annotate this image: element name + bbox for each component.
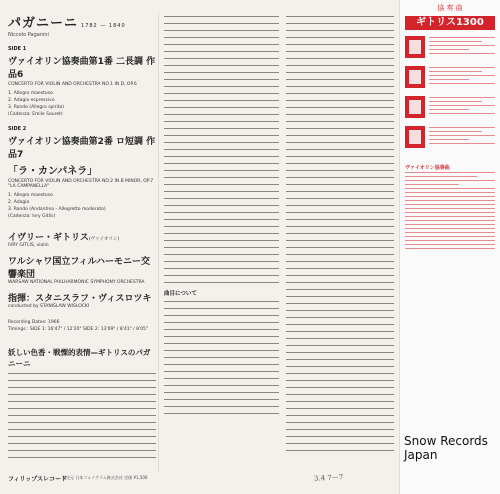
text-line	[286, 373, 394, 374]
text-line	[286, 289, 394, 290]
text-line	[405, 208, 495, 209]
text-line	[164, 322, 279, 323]
text-line	[405, 224, 495, 225]
text-line	[429, 101, 482, 102]
text-line	[164, 254, 279, 255]
text-line	[164, 16, 279, 17]
text-line	[429, 105, 495, 106]
text-line	[286, 128, 394, 129]
album-thumbnail	[405, 126, 425, 148]
essay-title: 妖しい色香・戦慄的表情—ギトリスのパガニーニ	[8, 348, 151, 368]
text-line	[286, 23, 394, 24]
text-line	[405, 232, 495, 233]
text-line	[164, 114, 279, 115]
text-line	[286, 415, 394, 416]
text-line	[164, 282, 279, 283]
text-line	[405, 236, 495, 237]
text-line	[286, 247, 394, 248]
text-line	[164, 58, 279, 59]
text-line	[164, 121, 279, 122]
text-line	[429, 143, 495, 144]
text-line	[405, 228, 495, 229]
text-line	[164, 65, 279, 66]
text-line	[164, 392, 279, 393]
text-line	[8, 401, 156, 402]
text-line	[286, 324, 394, 325]
text-line	[286, 114, 394, 115]
text-line	[164, 142, 279, 143]
text-line	[286, 149, 394, 150]
text-line	[429, 131, 482, 132]
text-line	[164, 308, 279, 309]
text-line	[286, 44, 394, 45]
text-line	[405, 244, 495, 245]
catalog-text	[405, 172, 495, 252]
text-line	[405, 192, 495, 193]
side1-movements	[8, 90, 156, 118]
text-line	[405, 216, 495, 217]
orchestra-en: WARSAW NATIONAL PHILHARMONIC SYMPHONY ORCHESTRA	[8, 280, 145, 285]
album-thumbnail	[405, 96, 425, 118]
text-line	[429, 135, 495, 136]
text-line	[286, 387, 394, 388]
text-line	[164, 219, 279, 220]
catalog-text	[429, 127, 495, 147]
text-line	[286, 121, 394, 122]
text-line	[429, 49, 469, 50]
composer-name-en: Niccolo Paganini	[8, 32, 49, 38]
text-line	[164, 86, 279, 87]
text-line	[164, 247, 279, 248]
text-line	[164, 226, 279, 227]
text-line	[164, 301, 279, 302]
text-line	[286, 79, 394, 80]
conductor-en: conducted by STANISLAW WISLOCKI	[8, 304, 90, 309]
text-line	[8, 394, 156, 395]
text-line	[164, 261, 279, 262]
text-line	[164, 37, 279, 38]
catalog-section	[405, 164, 495, 174]
text-line	[164, 107, 279, 108]
text-line	[286, 177, 394, 178]
text-line	[429, 53, 495, 54]
text-line	[286, 184, 394, 185]
text-line	[286, 345, 394, 346]
movement: 1. Allegro maestoso	[8, 91, 53, 96]
text-line	[8, 373, 156, 374]
text-line	[8, 443, 156, 444]
text-line	[286, 16, 394, 17]
text-line	[164, 184, 279, 185]
notes-continued-body	[286, 16, 394, 451]
text-line	[429, 71, 482, 72]
album-thumbnail	[405, 36, 425, 58]
text-line	[8, 387, 156, 388]
catalog-text	[429, 97, 495, 117]
text-line	[286, 296, 394, 297]
text-line	[286, 261, 394, 262]
text-line	[286, 436, 394, 437]
text-line	[8, 436, 156, 437]
catalog-item	[405, 126, 495, 153]
text-line	[286, 65, 394, 66]
movement: 3. Rondo (Andantino - Allegretto moderato)	[8, 207, 106, 212]
handwritten-note: 3.4 7ー7	[313, 473, 344, 483]
text-line	[286, 51, 394, 52]
text-line	[164, 156, 279, 157]
text-line	[286, 191, 394, 192]
text-line	[405, 184, 459, 185]
text-line	[405, 212, 495, 213]
text-line	[429, 67, 495, 68]
recording-info	[8, 319, 156, 333]
movement: 2. Adagio	[8, 200, 30, 205]
side2-label: SIDE 2	[8, 126, 27, 132]
catalog-text	[429, 67, 495, 87]
text-line	[164, 399, 279, 400]
text-line	[164, 44, 279, 45]
text-line	[286, 408, 394, 409]
text-line	[286, 338, 394, 339]
text-line	[164, 315, 279, 316]
text-line	[405, 204, 495, 205]
text-line	[286, 268, 394, 269]
text-line	[164, 23, 279, 24]
text-line	[286, 422, 394, 423]
series-banner: ギトリス1300	[405, 16, 495, 30]
text-line	[8, 450, 156, 451]
text-line	[286, 37, 394, 38]
recording-timings: Timings : SIDE 1: 16'47" / 12'20" SIDE 2: 13'09" / 8'41" / 8'05"	[8, 327, 149, 332]
text-line	[286, 212, 394, 213]
text-line	[286, 156, 394, 157]
text-line	[286, 380, 394, 381]
text-line	[164, 163, 279, 164]
text-line	[164, 357, 279, 358]
text-line	[286, 359, 394, 360]
composer-dates: 1782 — 1840	[81, 23, 126, 29]
catalog-header: 協 奏 曲	[437, 4, 463, 12]
footer-note: 発売元 日本フォノグラム株式会社 定価 ¥1,500	[62, 475, 148, 480]
program-notes-body	[164, 301, 279, 414]
text-line	[286, 226, 394, 227]
text-line	[164, 268, 279, 269]
essay-continued-column	[164, 12, 279, 420]
text-line	[164, 336, 279, 337]
text-line	[286, 30, 394, 31]
text-line	[164, 212, 279, 213]
text-line	[164, 30, 279, 31]
text-line	[286, 310, 394, 311]
text-line	[286, 394, 394, 395]
composer-name-ja: パガニーニ	[8, 16, 79, 31]
text-line	[164, 350, 279, 351]
text-line	[8, 457, 156, 458]
text-line	[405, 196, 495, 197]
text-line	[164, 275, 279, 276]
text-line	[286, 107, 394, 108]
text-line	[8, 408, 156, 409]
side2-title-ja: ヴァイオリン協奏曲第2番 ロ短調 作品7	[8, 137, 156, 160]
text-line	[405, 176, 477, 177]
text-line	[429, 37, 495, 38]
text-line	[286, 100, 394, 101]
text-line	[429, 97, 495, 98]
track-listing-column	[8, 12, 156, 464]
text-line	[286, 86, 394, 87]
side2-title-en: CONCERTO FOR VIOLIN AND ORCHESTRA NO.2 IN B MINOR, OP.7 "LA CAMPANELLA"	[8, 179, 154, 189]
essay-body	[8, 373, 156, 458]
text-line	[164, 378, 279, 379]
text-line	[164, 51, 279, 52]
side1-title-en: CONCERTO FOR VIOLIN AND ORCHESTRA NO.1 IN D, OP.6	[8, 82, 137, 87]
text-line	[286, 58, 394, 59]
text-line	[164, 177, 279, 178]
composer-name	[8, 12, 156, 31]
text-line	[286, 401, 394, 402]
movement: (Cadenza: Emile Sauret)	[8, 112, 63, 117]
performers	[8, 230, 156, 309]
essay-continued-body	[164, 16, 279, 283]
text-line	[286, 366, 394, 367]
album-thumbnail	[405, 66, 425, 88]
text-line	[429, 139, 469, 140]
text-line	[286, 135, 394, 136]
text-line	[286, 254, 394, 255]
catalog-item	[405, 36, 495, 63]
catalog-item	[405, 96, 495, 123]
text-line	[286, 240, 394, 241]
text-line	[405, 188, 495, 189]
side1-title-ja: ヴァイオリン協奏曲第1番 二長調 作品6	[8, 57, 156, 80]
side2-nickname: 「ラ・カンパネラ」	[8, 166, 98, 177]
recording-date: Recording Dates: 1966	[8, 320, 60, 325]
text-line	[429, 79, 469, 80]
movement: (Cadenza: Ivry Gitlis)	[8, 214, 56, 219]
watermark: Snow Records Japan	[404, 434, 488, 462]
text-line	[286, 429, 394, 430]
text-line	[164, 128, 279, 129]
text-line	[286, 205, 394, 206]
text-line	[405, 220, 495, 221]
program-notes-heading: 曲目について	[164, 291, 197, 297]
text-line	[405, 240, 495, 241]
text-line	[429, 109, 469, 110]
text-line	[164, 149, 279, 150]
soloist	[8, 230, 156, 243]
side1-label: SIDE 1	[8, 46, 27, 52]
text-line	[164, 233, 279, 234]
text-line	[286, 352, 394, 353]
text-line	[164, 191, 279, 192]
soloist-en: IVRY GITLIS, violin	[8, 243, 49, 248]
text-line	[164, 364, 279, 365]
orchestra: ワルシャワ国立フィルハーモニー交響楽団	[8, 257, 150, 280]
catalog-item	[405, 66, 495, 93]
label-logo: フィリップスレコード	[8, 476, 68, 483]
catalog-section-heading: ヴァイオリン協奏曲	[405, 165, 450, 171]
text-line	[164, 343, 279, 344]
text-line	[286, 282, 394, 283]
movement: 2. Adagio espressivo	[8, 98, 55, 103]
text-line	[286, 450, 394, 451]
soloist-name: イヴリー・ギトリス	[8, 233, 89, 243]
text-line	[164, 329, 279, 330]
text-line	[164, 170, 279, 171]
text-line	[405, 172, 495, 173]
text-line	[286, 317, 394, 318]
text-line	[286, 198, 394, 199]
movement: 1. Allegro maestoso	[8, 193, 53, 198]
text-line	[164, 135, 279, 136]
text-line	[286, 72, 394, 73]
text-line	[286, 303, 394, 304]
text-line	[286, 142, 394, 143]
text-line	[8, 380, 156, 381]
soloist-role: (ヴァイオリン)	[88, 237, 120, 242]
text-line	[164, 385, 279, 386]
text-line	[164, 72, 279, 73]
text-line	[8, 422, 156, 423]
text-line	[286, 443, 394, 444]
text-line	[429, 45, 495, 46]
text-line	[286, 170, 394, 171]
text-line	[286, 233, 394, 234]
column-divider	[158, 12, 159, 472]
text-line	[405, 248, 495, 249]
text-line	[164, 79, 279, 80]
text-line	[429, 75, 495, 76]
text-line	[8, 429, 156, 430]
text-line	[286, 219, 394, 220]
text-line	[286, 331, 394, 332]
text-line	[8, 415, 156, 416]
text-line	[164, 93, 279, 94]
text-line	[429, 127, 495, 128]
text-line	[429, 113, 495, 114]
text-line	[164, 406, 279, 407]
text-line	[405, 180, 495, 181]
notes-continued-column	[286, 12, 394, 457]
text-line	[429, 41, 482, 42]
text-line	[405, 200, 495, 201]
text-line	[286, 275, 394, 276]
movement: 3. Rondo (Allegro spirito)	[8, 105, 65, 110]
side2-movements	[8, 192, 156, 220]
text-line	[164, 371, 279, 372]
conductor: 指揮：スタニスラフ・ヴィスロツキ	[8, 294, 152, 304]
text-line	[429, 83, 495, 84]
text-line	[286, 93, 394, 94]
text-line	[164, 198, 279, 199]
text-line	[164, 205, 279, 206]
text-line	[164, 100, 279, 101]
catalog-text	[429, 37, 495, 57]
text-line	[286, 163, 394, 164]
text-line	[164, 413, 279, 414]
text-line	[164, 240, 279, 241]
